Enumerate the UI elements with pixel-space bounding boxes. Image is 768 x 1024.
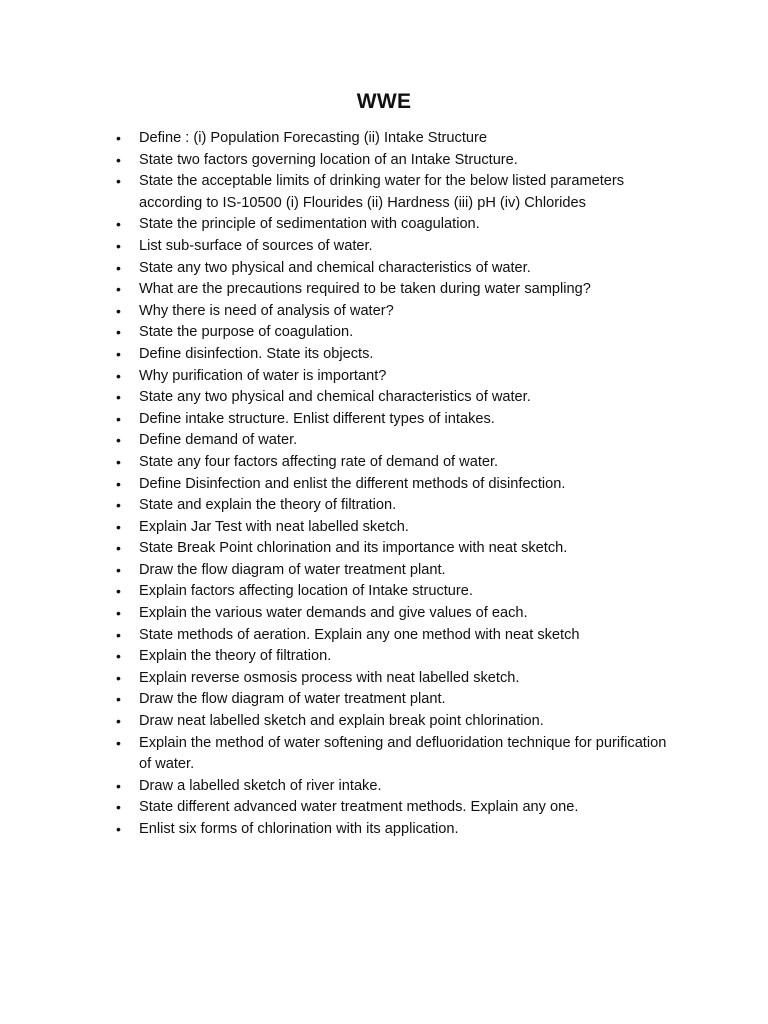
question-text: State methods of aeration. Explain any one method with neat sketch bbox=[139, 626, 580, 643]
question-text: Explain Jar Test with neat labelled sketch. bbox=[139, 518, 409, 535]
bullet-icon: • bbox=[116, 777, 121, 794]
bullet-icon: • bbox=[116, 345, 121, 362]
question-item bbox=[0, 646, 768, 668]
bullet-icon: • bbox=[116, 173, 121, 190]
bullet-icon: • bbox=[116, 324, 121, 341]
question-text: List sub-surface of sources of water. bbox=[139, 237, 373, 254]
bullet-icon: • bbox=[116, 648, 121, 665]
question-text: State any four factors affecting rate of demand of water. bbox=[139, 453, 499, 470]
bullet-icon: • bbox=[116, 302, 121, 319]
question-text: Explain factors affecting location of Intake structure. bbox=[139, 583, 473, 600]
bullet-icon: • bbox=[116, 561, 121, 578]
question-item bbox=[0, 344, 768, 366]
question-item bbox=[0, 214, 768, 236]
bullet-icon: • bbox=[116, 281, 121, 298]
question-item bbox=[0, 560, 768, 582]
bullet-icon: • bbox=[116, 821, 121, 837]
bullet-icon: • bbox=[116, 540, 121, 557]
question-item bbox=[0, 430, 768, 452]
question-text: Explain reverse osmosis process with neat labelled sketch. bbox=[139, 669, 520, 686]
question-text: Explain the theory of filtration. bbox=[139, 648, 332, 665]
question-item bbox=[0, 689, 768, 711]
question-item bbox=[0, 301, 768, 323]
question-item bbox=[0, 581, 768, 603]
bullet-icon: • bbox=[116, 691, 121, 708]
question-item bbox=[0, 797, 768, 819]
question-text: State two factors governing location of an Intake Structure. bbox=[139, 151, 518, 168]
question-text: State any two physical and chemical characteristics of water. bbox=[139, 259, 531, 276]
bullet-icon: • bbox=[116, 475, 121, 492]
question-item bbox=[0, 668, 768, 690]
bullet-icon: • bbox=[116, 410, 121, 427]
question-text: State Break Point chlorination and its importance with neat sketch. bbox=[139, 540, 568, 557]
question-text: State the principle of sedimentation with coagulation. bbox=[139, 216, 480, 233]
question-item bbox=[0, 236, 768, 258]
question-list bbox=[0, 128, 768, 841]
question-text: Draw a labelled sketch of river intake. bbox=[139, 777, 382, 794]
bullet-icon: • bbox=[116, 626, 121, 643]
question-text: Enlist six forms of chlorination with its application. bbox=[139, 821, 459, 837]
question-text: Define demand of water. bbox=[139, 432, 298, 449]
question-item bbox=[0, 322, 768, 344]
question-text: Explain the various water demands and give values of each. bbox=[139, 605, 528, 622]
question-text: Draw the flow diagram of water treatment plant. bbox=[139, 691, 446, 708]
question-text: Define Disinfection and enlist the different methods of disinfection. bbox=[139, 475, 566, 492]
question-item bbox=[0, 538, 768, 560]
bullet-icon: • bbox=[116, 151, 121, 168]
question-item bbox=[0, 711, 768, 733]
bullet-icon: • bbox=[116, 734, 121, 751]
question-text: Define : (i) Population Forecasting (ii) Intake Structure bbox=[139, 130, 487, 146]
question-item bbox=[0, 150, 768, 172]
page-title: WWE bbox=[356, 90, 412, 113]
question-item bbox=[0, 776, 768, 798]
question-text: State the purpose of coagulation. bbox=[139, 324, 354, 341]
question-item bbox=[0, 128, 768, 150]
bullet-icon: • bbox=[116, 130, 121, 146]
question-text: State any two physical and chemical characteristics of water. bbox=[139, 389, 531, 406]
question-item bbox=[0, 279, 768, 301]
bullet-icon: • bbox=[116, 259, 121, 276]
question-item bbox=[0, 258, 768, 280]
question-item bbox=[0, 819, 768, 841]
question-item bbox=[0, 366, 768, 388]
bullet-icon: • bbox=[116, 216, 121, 233]
question-text: Why purification of water is important? bbox=[139, 367, 387, 384]
bullet-icon: • bbox=[116, 367, 121, 384]
bullet-icon: • bbox=[116, 799, 121, 816]
bullet-icon: • bbox=[116, 453, 121, 470]
question-text: Define disinfection. State its objects. bbox=[139, 345, 374, 362]
bullet-icon: • bbox=[116, 669, 121, 686]
question-item bbox=[0, 603, 768, 625]
question-text: Define intake structure. Enlist different types of intakes. bbox=[139, 410, 495, 427]
bullet-icon: • bbox=[116, 389, 121, 406]
bullet-icon: • bbox=[116, 583, 121, 600]
question-item bbox=[0, 495, 768, 517]
bullet-icon: • bbox=[116, 497, 121, 514]
question-text: State and explain the theory of filtration. bbox=[139, 497, 397, 514]
question-text: Explain the method of water softening and defluoridation technique for purification of water. bbox=[139, 734, 667, 773]
bullet-icon: • bbox=[116, 605, 121, 622]
question-item bbox=[0, 171, 768, 214]
bullet-icon: • bbox=[116, 518, 121, 535]
bullet-icon: • bbox=[116, 713, 121, 730]
question-text: Draw neat labelled sketch and explain break point chlorination. bbox=[139, 713, 544, 730]
question-text: State different advanced water treatment methods. Explain any one. bbox=[139, 799, 579, 816]
question-item bbox=[0, 452, 768, 474]
question-item bbox=[0, 387, 768, 409]
question-item bbox=[0, 517, 768, 539]
question-text: What are the precautions required to be taken during water sampling? bbox=[139, 281, 591, 298]
bullet-icon: • bbox=[116, 432, 121, 449]
bullet-icon: • bbox=[116, 237, 121, 254]
question-item bbox=[0, 733, 768, 776]
question-text: Draw the flow diagram of water treatment plant. bbox=[139, 561, 446, 578]
question-item bbox=[0, 625, 768, 647]
question-text: Why there is need of analysis of water? bbox=[139, 302, 394, 319]
question-item bbox=[0, 474, 768, 496]
question-text: State the acceptable limits of drinking water for the below listed parameters according to IS-10500 (i) Flourides (ii) Hardness (iii) pH (iv) Chlorides bbox=[139, 173, 625, 211]
question-item bbox=[0, 409, 768, 431]
